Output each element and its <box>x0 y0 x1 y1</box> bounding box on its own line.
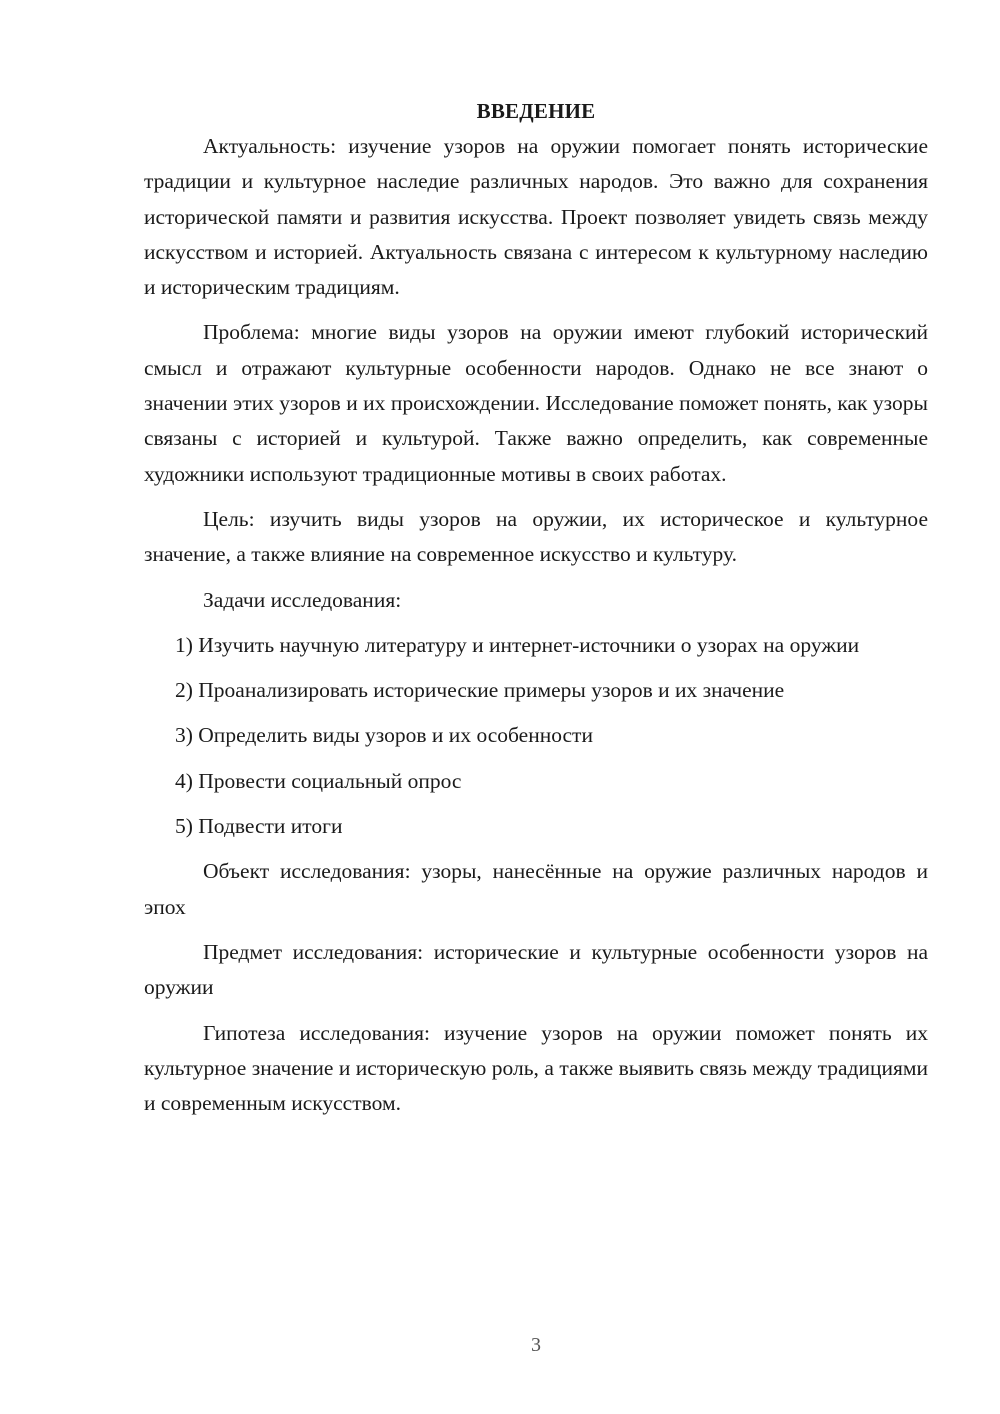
page-number: 3 <box>531 1334 541 1356</box>
list-item: 4) Провести социальный опрос <box>175 768 462 793</box>
paragraph-goal: Цель: изучить виды узоров на оружии, их историческое и культурное значение, а также влияние на современное искусство и культуру. <box>144 506 928 567</box>
page-title: ВВЕДЕНИЕ <box>476 99 596 123</box>
document-page <box>144 94 928 1121</box>
paragraph-hypothesis: Гипотеза исследования: изучение узоров на оружии поможет понять их культурное значение и историческую роль, а также выявить связь между традициями и современным искусством. <box>144 1020 928 1116</box>
list-item: 1) Изучить научную литературу и интернет-источники о узорах на оружии <box>175 632 860 657</box>
paragraph-problem: Проблема: многие виды узоров на оружии имеют глубокий исторический смысл и отражают культурные особенности народов. Однако не все знают о значении этих узоров и их происхождении. Исследование поможет понять, как узоры связаны с историей и культурой. Также важно определить, как современные художники используют традиционные мотивы в своих работах. <box>144 320 928 486</box>
paragraph-subject: Предмет исследования: исторические и культурные особенности узоров на оружии <box>144 939 928 1000</box>
list-item: 5) Подвести итоги <box>175 814 343 839</box>
list-item: 2) Проанализировать исторические примеры узоров и их значение <box>175 678 785 703</box>
paragraph-object: Объект исследования: узоры, нанесённые на оружие различных народов и эпох <box>144 859 928 919</box>
list-item: 3) Определить виды узоров и их особенности <box>175 723 593 748</box>
tasks-list <box>144 628 928 844</box>
paragraph-relevance: Актуальность: изучение узоров на оружии помогает понять исторические традиции и культурное наследие различных народов. Это важно для сохранения исторической памяти и развития искусства. Проект позволяет увидеть связь между искусством и историей. Актуальность связана с интересом к культурному наследию и историческим традициям. <box>144 134 928 300</box>
tasks-heading: Задачи исследования: <box>203 587 402 612</box>
